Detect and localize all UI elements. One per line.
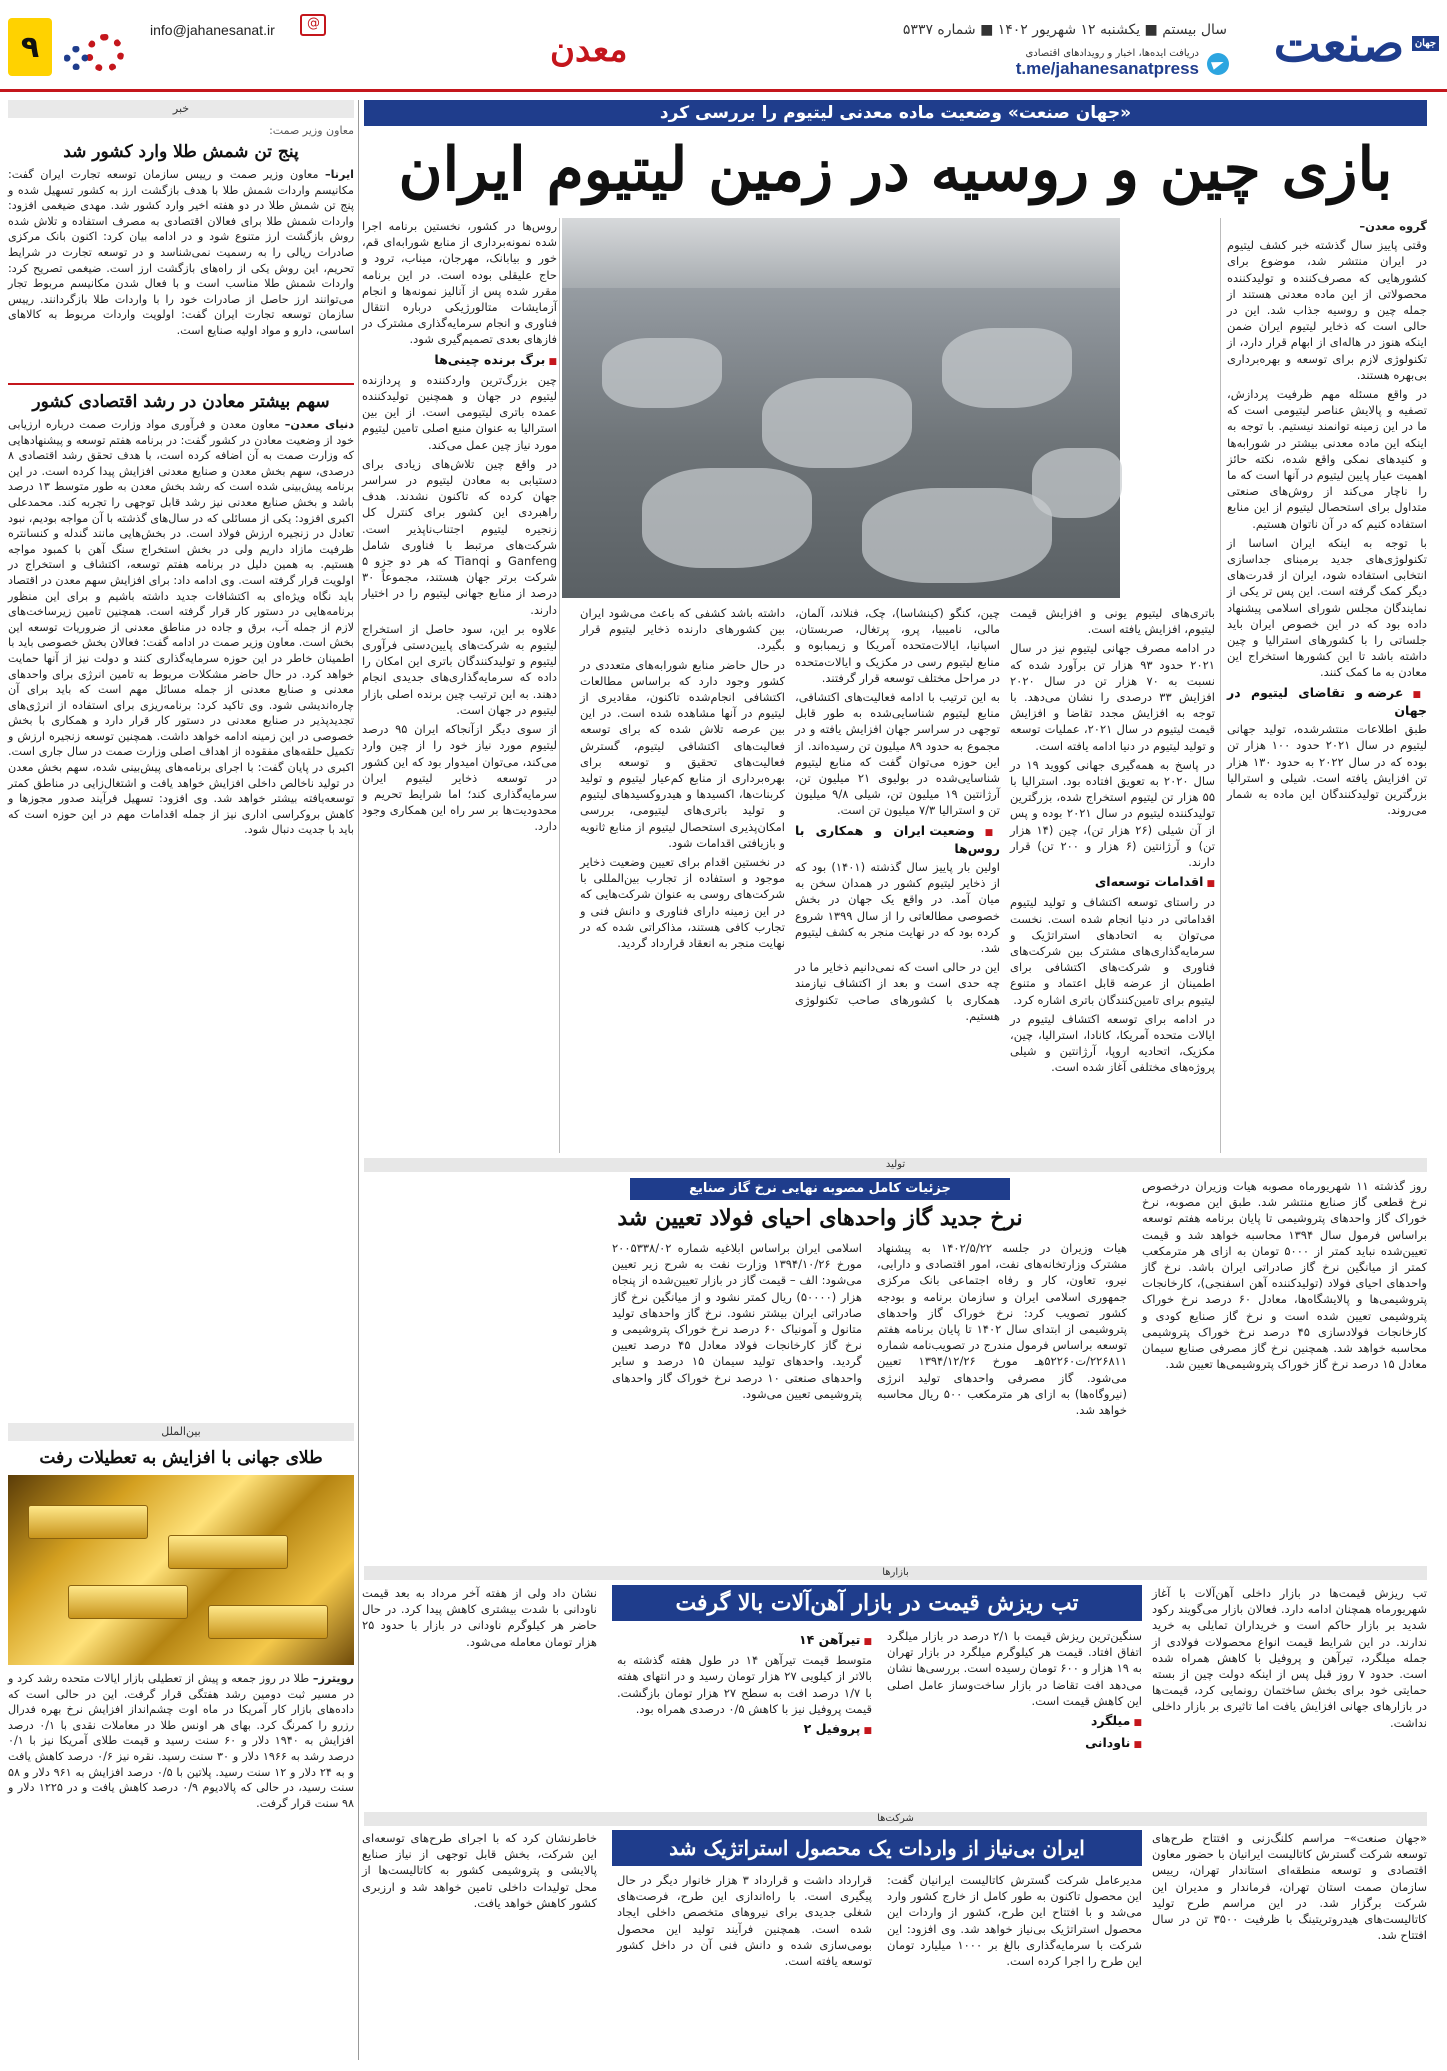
issue-info bbox=[903, 22, 1227, 38]
gold-bars-photo bbox=[8, 1475, 354, 1665]
market-story-title[interactable]: تب ریزش قیمت در بازار آهن‌آلات بالا گرفت bbox=[612, 1585, 1142, 1621]
article-paragraph: از سوی دیگر ازآنجاکه ایران ۹۵ درصد لیتیوم مورد نیاز خود را از چین وارد می‌کند، می‌توان امیدوار بود که این کشور در توسعه ذخایر لیتیوم ایران سرمایه‌گذاری کند؛ اما شرایط تحریم و محدودیت‌ها بر سر راه این همکاری وجود دارد. bbox=[362, 722, 558, 834]
rock-shape bbox=[942, 328, 1072, 408]
gas-column-1 bbox=[1142, 1178, 1427, 1558]
gas-box-kicker: جزئیات کامل مصوبه نهایی نرخ گاز صنایع bbox=[630, 1178, 1010, 1200]
gas-column-3-text: اسلامی ایران براساس ابلاغیه شماره ۲۰۰۵۳۳۸/۰۲ مورخ ۱۳۹۴/۱۰/۲۶ وزارت نفت به شرح زیر تعیین می‌شود: الف – قیمت گاز در بازار تعیین‌شده از پنجاه هزار (۵۰۰۰۰) ریال کمتر نشود و از میانگین نرخ گاز صادراتی ایران بیشتر نشود. نرخ گاز واحدهای تولید متانول و آمونیاک ۶۰ درصد نرخ خوراک پتروشیمی و نرخ گاز کارخانجات فولاد معادل ۴۵ درصد تعیین گردید. واحدهای تولید سیمان ۱۵ درصد و سایر واحدهای صنعتی ۱۰ درصد نرخ خوراک گاز واحدهای پتروشیمی تعیین می‌شود. bbox=[612, 1241, 863, 1401]
rock-shape bbox=[642, 468, 812, 568]
company-column-4-text: خاطرنشان کرد که با اجرای طرح‌های توسعه‌ای این شرکت، بخش قابل توجهی از نیاز صنایع پالایشی و پتروشیمی کشور به کاتالیست‌ها از محل تولیدات داخلی تامین خواهد شد و ارزبری کشور کاهش خواهد یافت. bbox=[362, 1831, 597, 1910]
article-subhead: ■ برگ برنده چینی‌ها bbox=[362, 352, 557, 370]
article-paragraph: در حال حاضر منابع شورابه‌های متعددی در کشور وجود دارد که براساس مطالعات اکتشافی انجام‌شده تاکنون، مقادیری از لیتیوم در آنها مشاهده شده است. در این بین عرصه تلاش شده که برای توسعه فعالیت‌های اکتشافی لیتیوم، گسترش فعالیت‌های تحقیق و توسعه برای بهره‌برداری از منابع کم‌عیار لیتیوم و تولید کربنات‌ها، اکسیدها و هیدروکسیدهای لیتیوم و تولید باتری‌های لیتیومی، بررسی امکان‌پذیری استحصال لیتیوم از منابع ثانویه و بازیافتی اقدامات شود. bbox=[580, 657, 785, 850]
subhead-profile: ■ پروفیل ۲ bbox=[617, 1721, 872, 1739]
divider bbox=[8, 383, 354, 385]
gold-bar-shape bbox=[68, 1585, 188, 1619]
news3-text: طلا در روز جمعه و پیش از تعطیلی بازار ایالات متحده رشد کرد و در مسیر ثبت دومین رشد هفتگی قرار گرفت. این در حالی است که داده‌های بازار کار آمریکا در ماه اوت چشم‌انداز افزایش نرخ بهره فدرال رزرو را کمرنگ کرد. بهای هر اونس طلا در معاملات نقدی با ۰/۱ درصد افزایش به ۱۹۴۰ دلار و ۶۰ سنت رسید و قیمت طلای آمریکا نیز با ۰/۱ درصد رشد به ۱۹۶۶ دلار و ۳۰ سنت رسید. نقره نیز ۰/۶ درصد کاهش یافت و به ۲۴ دلار و ۱۲ سنت رسید. پلاتین با ۰/۵ درصد افزایش به ۹۶۱ دلار و ۵۸ سنت رسید، در حالی که پالادیوم ۰/۹ درصد کاهش یافت و در ۱۲۲۵ دلار و ۹۸ سنت قرار گرفت. bbox=[8, 1672, 355, 1810]
telegram-icon bbox=[1207, 53, 1229, 75]
article-paragraph: روس‌ها در کشور، نخستین برنامه اجرا شده نمونه‌برداری از منابع شورابه‌ای قم، خور و بیابانک، مهرجان، میناب، ترود و حاج علیقلی بوده است. در این برنامه مقرر شده پس از آنالیز نمونه‌ها و انجام آزمایشات متالورژیکی درباره انتقال فناوری و انجام سرمایه‌گذاری مشترک در فازهای بعدی تصمیم‌گیری شود. bbox=[362, 219, 557, 347]
article-paragraph: در راستای توسعه اکتشاف و تولید لیتیوم اقداماتی در دنیا انجام شده است. نخست می‌توان به اتحادهای استراتژیک و سرمایه‌گذاری‌های مشترک بین شرکت‌های فناوری و شرکت‌های اکتشافی برای اطمینان از عرضه قابل اعتماد و متنوع لیتیوم برای تامین‌کنندگان باتری اشاره کرد. bbox=[1010, 895, 1215, 1007]
news1-text: معاون وزیر صمت و رییس سازمان توسعه تجارت ایران گفت: مکانیسم واردات شمش طلا با هدف بازگشت ارز به کشور تسهیل شده و پنج تن شمش طلا در دو هفته اخیر وارد کشور شد. مهدی ضیغمی افزود: واردات شمش طلا برای فعالان اقتصادی به مصرف استفاده و تلاش شده روش بازگشت ارز متنوع شود و در ادامه بیان کرد: اکنون بانک مرکزی صادرات ریالی را به رسمیت نمی‌شناسد و در توسعه تجارت در شرایط تحریم، این روش یکی از راه‌های بازگشت ارز است. ضیغمی تصریح کرد: واردات شمش طلا مناسب است و با فعال شدن مکانیسم مربوط تجار می‌توانند ارز حاصل از صادرات خود را با واردات طلا بازگردانند. رییس سازمان توسعه تجارت ایران گفت: اولویت واردات مربوط به کالاهای اساسی، دارو و مواد اولیه صنایع است. bbox=[8, 168, 354, 337]
article-paragraph: در ادامه برای توسعه اکتشاف لیتیوم در ایالات متحده آمریکا، کانادا، استرالیا، چین، مکزیک، اتحادیه اروپا، آرژانتین و شیلی پروژه‌های مختلفی آغاز شده است. bbox=[1010, 1011, 1215, 1075]
article-paragraph: چین بزرگ‌ترین واردکننده و پردازنده لیتیوم در جهان و همچنین تولیدکننده عمده باتری لیتیومی است. از این بین استرالیا به عنوان منبع اصلی تامین لیتیوم مورد نیاز چین عمل می‌کند. bbox=[362, 372, 557, 452]
news1-source: ایرنا– bbox=[325, 168, 354, 181]
column-divider bbox=[559, 218, 560, 1153]
gas-column-3 bbox=[612, 1240, 862, 1558]
news3-title[interactable]: طلای جهانی با افزایش به تعطیلات رفت bbox=[39, 1448, 323, 1468]
article-paragraph: در واقع چین تلاش‌های زیادی برای دستیابی به معادن لیتیوم در سراسر جهان کرده که تاکنون نشدند. هدف راهبردی این کشور برای کنترل کل زنجیره لیتیوم اجتناب‌ناپذیر است. شرکت‌های مرتبط با فناوری شامل Ganfeng و Tianqi که هر دو جزو ۵ شرکت برتر جهان هستند، مجموعاً ۳۰ درصد از منابع جهانی لیتیوم را در اختیار دارند. bbox=[362, 456, 557, 617]
telegram-promo[interactable] bbox=[1016, 48, 1229, 79]
news2-source: دنیای معدن– bbox=[284, 418, 354, 431]
company-column-2-text: مدیرعامل شرکت گسترش کاتالیست ایرانیان گفت: این محصول تاکنون به طور کامل از خارج کشور وارد می‌شد و با افتتاح این طرح، کشور از واردات این محصول استراتژیک بی‌نیاز خواهد شد. وی افزود: این شرکت با سرمایه‌گذاری بالغ بر ۱۰۰۰ میلیارد تومان این طرح را اجرا کرده است. bbox=[887, 1873, 1142, 1969]
contact-email[interactable]: info@jahanesanat.ir bbox=[150, 22, 275, 38]
company-column-1-text: «جهان صنعت»– مراسم کلنگ‌زنی و افتتاح طرح‌های توسعه شرکت گسترش کاتالیست ایرانیان با حضور معاون اقتصادی و توسعه منطقه‌ای استاندار تهران، رییس سازمان صمت استان تهران، فرماندار و مدیران این شرکت برگزار شد. در این مراسم طرح تولید کاتالیست‌های هیدروتریتینگ با ظرفیت ۳۵۰۰ تن در سال افتتاح شد. bbox=[1152, 1831, 1427, 1943]
subhead-milgerd: ■ میلگرد bbox=[887, 1713, 1142, 1731]
company-column-2 bbox=[887, 1872, 1142, 2060]
news-tag: خبر bbox=[8, 100, 354, 118]
news1-kicker: معاون وزیر صمت: bbox=[269, 124, 354, 137]
telegram-text bbox=[1016, 48, 1199, 79]
article-paragraph: در پاسخ به همه‌گیری جهانی کووید ۱۹ در سال ۲۰۲۰ به تعویق افتاده بود. استرالیا با ۵۵ هزار تن لیتیوم استخراج شده، بزرگترین تولیدکننده لیتیوم در سال ۲۰۲۱ بوده و پس از آن شیلی (۲۶ هزار تن)، چین (۱۴ هزار تن) و آرژانتین (۶ هزار و ۲۰۰ تن) قرار دارند. bbox=[1010, 757, 1216, 870]
company-column-1 bbox=[1152, 1830, 1427, 2060]
gears-icon bbox=[64, 30, 134, 70]
article-headline: بازی چین و روسیه در زمین لیتیوم ایران bbox=[398, 135, 1393, 205]
market-column-1-text: تب ریزش قیمت‌ها در بازار داخلی آهن‌آلات با آغاز شهریورماه همچنان ادامه دارد. فعالان بازار می‌گویند رکود شدید بر بازار حاکم است و خریداران تمایلی به خرید ندارند. در این شرایط قیمت انواع محصولات فولادی از جمله میلگرد، تیرآهن و پروفیل با کاهش همراه شده است. حدود ۷ روز قبل پس از اینکه دولت چین از بسته حمایتی خود برای بخش ساختمان رونمایی کرد، قیمت‌ها در بازارهای جهانی افزایش یافت اما تاثیری بر بازار داخلی نداشت. bbox=[1152, 1586, 1427, 1730]
photo-background bbox=[562, 218, 1120, 288]
international-tag: بین‌الملل bbox=[8, 1423, 354, 1441]
subhead-teer: ■ تیرآهن ۱۴ bbox=[617, 1632, 872, 1650]
article-subhead: ■ عرضه و تقاضای لیتیوم در جهان bbox=[1227, 685, 1427, 719]
news1-body bbox=[8, 167, 354, 377]
article-column-3 bbox=[795, 605, 1000, 1153]
telegram-handle[interactable]: t.me/jahanesanatpress bbox=[1015, 59, 1199, 78]
company-column-3-text: قرارداد داشت و قرارداد ۳ هزار خانوار دیگر در حال پیگیری است. با راه‌اندازی این طرح، فرصت‌های شغلی جدیدی برای نیروهای متخصص داخلی ایجاد شده است. همچنین فرآیند تولید این محصول بومی‌سازی شده و دانش فنی آن در داخل کشور توسعه یافته است. bbox=[617, 1873, 872, 1969]
logo-text: صنعت bbox=[1273, 13, 1405, 73]
market-column-3-text: متوسط قیمت تیرآهن ۱۴ در طول هفته گذشته به بالاتر از کیلویی ۲۷ هزار تومان رسید و در انتهای هفته با ۱/۷ درصد افت به سطح ۲۷ هزار تومان بازگشت. قیمت پروفیل نیز با کاهش ۰/۵ درصدی همراه بود. bbox=[617, 1653, 872, 1716]
article-kicker: «جهان صنعت» وضعیت ماده معدنی لیتیوم را بررسی کرد bbox=[364, 100, 1427, 126]
sidebar-divider bbox=[358, 100, 359, 2060]
article-paragraph: با توجه به اینکه ایران اساسا از تکنولوژی‌های جدید برمبنای جداسازی انتخابی استفاده شود، ایران از قدرت‌های دیگر کمک گرفته است. این پس تر یکی از نمایندگان مجلس شورای اسلامی پیشنهاد داده بود که در این خصوص ایران باید جلساتی را با کشورهای استرالیا و چین داشته باشد تا این کشورها استخراج این معادن به ما کمک کنند. bbox=[1227, 535, 1427, 680]
article-paragraph: وقتی پاییز سال گذشته خبر کشف لیتیوم در ایران منتشر شد، موضوع برای کشورهایی که مصرف‌کننده و تولیدکننده محصولاتی از این ماده معدنی هستند از جمله چین و روسیه جذاب شد. این در حالی است که ذخایر لیتیوم ایران ضمن اینکه هنوز در هاله‌ای از ابهام قرار دارد، از تکنولوژی لازم برای توسعه و بهره‌برداری بی‌بهره هستند. bbox=[1227, 238, 1427, 382]
rock-shape bbox=[862, 488, 1052, 583]
article-paragraph: داشته باشد کشفی که باعث می‌شود ایران بین کشورهای دارنده ذخایر لیتیوم قرار بگیرد. bbox=[580, 606, 785, 653]
article-paragraph: به این ترتیب با ادامه فعالیت‌های اکتشافی، منابع لیتیوم شناسایی‌شده به طور قابل توجهی در سراسر جهان افزایش یافته و در مجموع به حدود ۸۹ میلیون تن رسیده‌اند. از این حوزه می‌توان گفت که منابع لیتیوم شناسایی‌شده در بولیوی ۲۱ میلیون تن، آرژانتین ۱۹ میلیون تن، شیلی ۹/۸ میلیون تن و استرالیا ۷/۳ میلیون تن است. bbox=[795, 690, 1001, 818]
news3-source: رویترز– bbox=[312, 1672, 354, 1685]
market-column-1 bbox=[1152, 1585, 1427, 1805]
page-number: ۹ bbox=[8, 18, 52, 76]
article-column-1 bbox=[1227, 218, 1427, 1153]
market-column-2-text: سنگین‌ترین ریزش قیمت با ۲/۱ درصد در بازار میلگرد اتفاق افتاد. قیمت هر کیلوگرم میلگرد در بازار تهران به ۱۹ هزار و ۶۰۰ تومان رسیده است. بررسی‌ها نشان می‌دهد افت تقاضا در بازار ساخت‌وساز عامل اصلی این کاهش قیمت است. bbox=[887, 1629, 1142, 1708]
email-icon bbox=[300, 14, 326, 36]
gold-bar-shape bbox=[28, 1505, 148, 1539]
article-column-5-top bbox=[362, 218, 558, 834]
article-paragraph: طبق اطلاعات منتشرشده، تولید جهانی لیتیوم در سال ۲۰۲۱ حدود ۱۰۰ هزار تن بوده که در سال ۲۰۲۲ به حدود ۱۳۰ هزار تن افزایش یافته است. شیلی و استرالیا بزرگترین تولیدکنندگان این ماده به شمار می‌روند. bbox=[1227, 722, 1427, 818]
subhead-navdani: ■ ناودانی bbox=[887, 1735, 1142, 1753]
logo-tag: جهان bbox=[1412, 36, 1439, 51]
news2-title[interactable]: سهم بیشتر معادن در رشد اقتصادی کشور bbox=[32, 392, 330, 412]
article-source: گروه معدن– bbox=[1359, 219, 1427, 233]
article-subhead: ■ اقدامات توسعه‌ای bbox=[1010, 874, 1215, 892]
article-column-2 bbox=[1010, 605, 1215, 1153]
section-title: معدن bbox=[550, 30, 628, 70]
section-strip-markets: بازارها bbox=[364, 1566, 1427, 1580]
column-divider bbox=[1220, 218, 1221, 1153]
article-subhead: ■ وضعیت ایران و همکاری با روس‌ها bbox=[795, 823, 1000, 857]
article-column-4 bbox=[580, 605, 785, 1153]
article-paragraph: علاوه بر این، سود حاصل از استخراج لیتیوم به شرکت‌های پایین‌دستی فرآوری لیتیوم و تولیدکنندگان باتری این امکان را داده که سرمایه‌گذاری‌های جدیدی انجام دهند. به این ترتیب چین برنده اصلی بازار لیتیوم در جهان است. bbox=[362, 621, 557, 717]
company-story-title[interactable]: ایران بی‌نیاز از واردات یک محصول استراتژیک شد bbox=[612, 1830, 1142, 1866]
article-paragraph: در ادامه مصرف جهانی لیتیوم نیز در سال ۲۰۲۱ حدود ۹۳ هزار تن برآورد شده که نسبت به ۷۰ هزار تن در سال ۲۰۲۰ افزایش ۳۳ درصدی را نشان می‌دهد. با توجه به افزایش مجدد تقاضا و افزایش قیمت لیتیوم در سال ۲۰۲۱، عملیات توسعه و تولید لیتیوم در دنیا ادامه یافته است. bbox=[1010, 641, 1215, 753]
telegram-caption: دریافت ایده‌ها، اخبار و رویدادهای اقتصادی bbox=[1025, 48, 1199, 59]
rock-shape bbox=[762, 378, 912, 468]
news2-body bbox=[8, 417, 354, 1417]
section-strip-production: تولید bbox=[364, 1158, 1427, 1172]
article-paragraph: در واقع مسئله مهم ظرفیت پردازش، تصفیه و پالایش عناصر لیتیومی است که ما در این زمینه توانمند نیستیم. با توجه به اینکه این ماده معدنی بیشتر در شورابه‌ها و کنیدهای نمکی واقع شده، نکته حائز اهمیت عیار پایین لیتیوم در آنها است که ما را ناچار می‌کند از روش‌های صنعتی متداول برای استحصال لیتیوم از این منابع استفاده کنیم که در آن ناتوان هستیم. bbox=[1227, 387, 1427, 531]
news1-title[interactable]: پنج تن شمش طلا وارد کشور شد bbox=[63, 142, 299, 162]
issue-line: سال بیستم ■ یکشنبه ۱۲ شهریور ۱۴۰۲ ■ شماره ۵۳۳۷ bbox=[902, 22, 1227, 38]
company-column-3 bbox=[617, 1872, 872, 2060]
news-sidebar bbox=[8, 100, 354, 2060]
market-column-3 bbox=[617, 1628, 872, 1805]
market-column-4 bbox=[362, 1585, 597, 1805]
lithium-rocks-photo bbox=[562, 218, 1120, 598]
rock-shape bbox=[1032, 448, 1122, 518]
gas-column-2-text: هیات وزیران در جلسه ۱۴۰۲/۵/۲۲ به پیشنهاد مشترک وزارتخانه‌های نفت، امور اقتصادی و دارایی، نیرو، تعاون، کار و رفاه اجتماعی بانک مرکزی جمهوری اسلامی ایران و سازمان برنامه و بودجه کشور تصویب کرد: نرخ خوراک گاز واحدهای پتروشیمی از ابتدای سال ۱۴۰۲ تا پایان برنامه هفتم توسعه براساس فرمول مندرج در تصویب‌نامه شماره ۲۲۶۸۱۱/ت۵۲۲۶۰هـ مورخ ۱۳۹۴/۱۲/۲۶ تعیین می‌شود. گاز مصرفی واحدهای تولید انرژی (نیروگاه‌ها) به ازای هر مترمکعب ۵۰۰ ریال محاسبه خواهد شد. bbox=[877, 1241, 1128, 1418]
newspaper-logo[interactable] bbox=[1239, 8, 1439, 78]
article-paragraph: در نخستین اقدام برای تعیین وضعیت ذخایر موجود و استفاده از تجارب بین‌المللی با شرکت‌های روسی به عنوان شرکت‌هایی که در این زمینه دارای فناوری و دانش فنی و تجارب کافی هستند، مذاکراتی شده که در نهایت منجر به انعقاد قرارداد گردید. bbox=[580, 855, 785, 951]
masthead bbox=[0, 0, 1447, 92]
article-paragraph: چین، کنگو (کینشاسا)، چک، فنلاند، آلمان، مالی، نامیبیا، پرو، پرتغال، صربستان، اسپانیا، ایالات‌متحده آمریکا و زیمبابوه و منابع لیتیوم رسی در مکزیک و ایالات‌متحده در مراحل مختلف توسعه قرار گرفتند. bbox=[795, 606, 1000, 685]
gear-large-icon bbox=[86, 34, 124, 72]
gas-column-2 bbox=[877, 1240, 1127, 1558]
rock-shape bbox=[602, 338, 722, 408]
market-column-4-text: نشان داد ولی از هفته آخر مرداد به بعد قیمت ناودانی با شدت بیشتری کاهش پیدا کرد. در حال حاضر هر کیلوگرم ناودانی در بازار با حدود ۲۵ هزار تومان معامله می‌شود. bbox=[362, 1586, 597, 1649]
article-paragraph: این در حالی است که نمی‌دانیم ذخایر ما در چه حدی است و بعد از اکتشاف نیازمند همکاری با کشورهای صاحب تکنولوژی هستیم. bbox=[795, 960, 1000, 1023]
gas-story-title[interactable]: نرخ جدید گاز واحدهای احیای فولاد تعیین شد bbox=[617, 1205, 1023, 1231]
gear-small-icon bbox=[64, 46, 88, 70]
gold-bar-shape bbox=[168, 1535, 288, 1569]
article-paragraph: باتری‌های لیتیوم یونی و افزایش قیمت لیتیوم، افزایش یافته است. bbox=[1010, 606, 1215, 637]
gas-column-1-text: روز گذشته ۱۱ شهریورماه مصوبه هیات وزیران درخصوص نرخ قطعی گاز صنایع منتشر شد. طبق این مصوبه، نرخ خوراک گاز واحدهای پتروشیمی تا پایان برنامه هفتم توسعه براساس فرمول سال ۱۳۹۴ محاسبه خواهد شد و قیمت تعیین‌شده نباید کمتر از ۵۰۰۰ تومان به ازای هر مترمکعب کمتر از میانگین نرخ گاز صادراتی ایران باشد. نرخ گاز واحدهای احیای فولاد (تولیدکننده آهن اسفنجی)، کارخانجات پتروشیمی‌ها و پالایشگاه‌ها، معادل ۶۰ درصد نرخ خوراک پتروشیمی تعیین شده است و نرخ گاز صنایع کودی و کارخانجات فولادسازی ۴۵ درصد نرخ خوراک پتروشیمی محاسبه خواهد شد. همچنین نرخ گاز مصرفی صنایع سیمان معادل ۱۵ درصد نرخ گاز خوراک پتروشیمی‌ها تعیین شد. bbox=[1142, 1179, 1427, 1372]
gold-bar-shape bbox=[208, 1605, 328, 1639]
market-column-2 bbox=[887, 1628, 1142, 1805]
news2-text: معاون معدن و فرآوری مواد وزارت صمت درباره ارزیابی خود از وضعیت معادن در کشور گفت: در برنامه هفتم توسعه و پیشنهادهایی که وزارت صمت به آن اضافه کرده است، با هدف تحقق رشد اقتصادی ۸ درصدی، سهم بخش معدن و صنایع معدنی افزایش پیدا کرده است. در این برنامه پیش‌بینی شده است که رشد بخش معدن به طور متوسط ۱۳ درصد باشد و بخش صنایع معدنی نیز رشد قابل توجهی را تجربه کند. محمدعلی اکبری افزود: یکی از مسائلی که در سال‌های گذشته با آن مواجه بودیم، نبود تعادل در زنجیره ارزش فولاد است. در بخش‌هایی مانند گندله و کنسانتره ظرفیت مازاد داریم ولی در بخش استخراج سنگ آهن با کمبود مواجه هستیم. به همین دلیل در برنامه هفتم توسعه، اکتشاف و استخراج در اولویت قرار گرفته است. وی ادامه داد: برای افزایش سهم معدن در اقتصاد باید نگاه ویژه‌ای به اکتشافات جدید داشته باشیم و برای این منظور برنامه‌هایی در دستور کار قرار گرفته است. همچنین تامین زیرساخت‌های لازم از جمله آب، برق و جاده در مناطق معدنی از ضروریات توسعه این بخش است. معاون وزیر صمت در ادامه گفت: فعالان بخش خصوصی باید با اطمینان خاطر در این حوزه سرمایه‌گذاری کنند و دولت نیز از آنها حمایت خواهد کرد. در حال حاضر مشکلات مربوط به تامین انرژی برای واحدهای معدنی و صنایع معدنی از جمله مسائل مهم است که باید برای آن چاره‌اندیشی شود. وی تاکید کرد: برنامه‌ریزی برای استفاده از انرژی‌های تجدیدپذیر در صنایع معدنی در دستور کار قرار دارد و همکاری با بخش خصوصی در این زمینه ادامه خواهد داشت. همچنین توسعه زنجیره ارزش و تکمیل حلقه‌های مفقوده از اهداف اصلی وزارت صمت در سال جاری است. اکبری در پایان گفت: با اجرای برنامه‌های پیش‌بینی شده، سهم بخش معدن در تولید ناخالص داخلی افزایش خواهد یافت و اشتغال‌زایی در مناطق کمتر توسعه‌یافته بیشتر خواهد شد. وی افزود: تسهیل فرآیند صدور مجوزها و کاهش بروکراسی اداری نیز از جمله اقدامات مهم در این حوزه است که باید با جدیت دنبال شود. bbox=[8, 418, 354, 837]
company-column-4 bbox=[362, 1830, 597, 2060]
section-strip-companies: شرکت‌ها bbox=[364, 1812, 1427, 1826]
article-paragraph: اولین بار پاییز سال گذشته (۱۴۰۱) بود که از ذخایر لیتیوم کشور در همدان سخن به میان آمد. در واقع یک جهان در بخش خصوصی مطالعاتی را از سال ۱۳۹۹ شروع کرده بود که در نهایت منجر به کشف لیتیوم شد. bbox=[795, 860, 1001, 956]
news3-body bbox=[8, 1671, 354, 1921]
